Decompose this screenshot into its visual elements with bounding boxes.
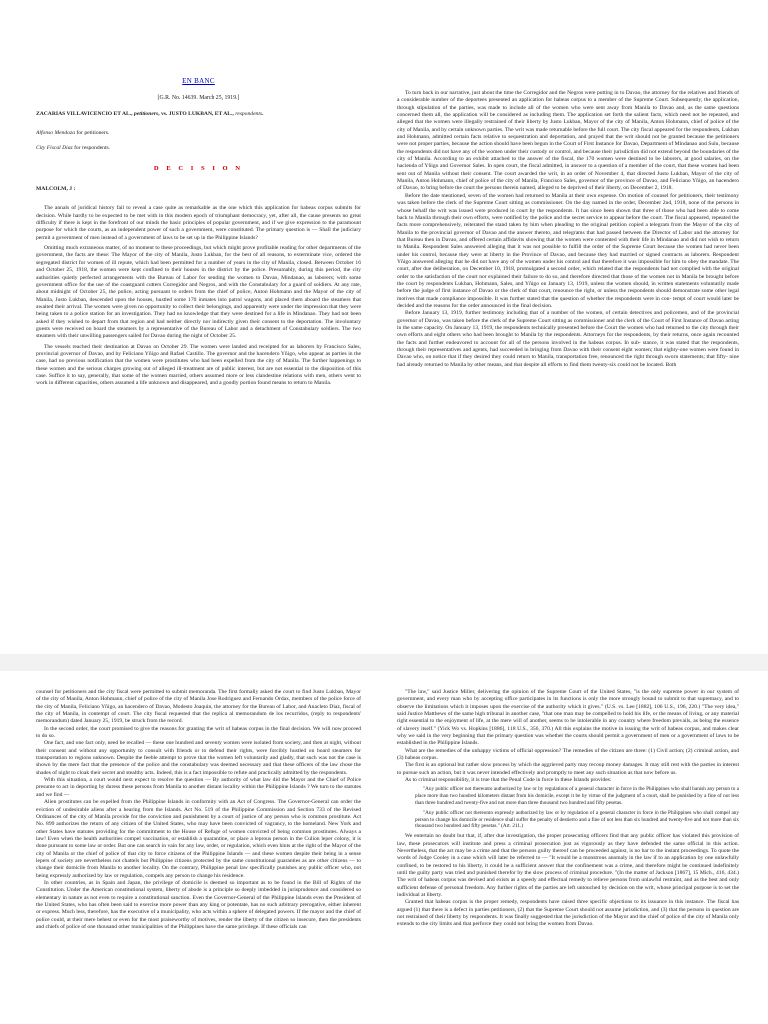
block-quote: "Any public officer not thereunto authorized by law or by regulations of a general character in force in the Philippines who shall banish any person to a place more than two hundred kilometers distant from his domicile, except it be by virtue of the judgment of a court, shall be punished by a fine of not less than three hundred and twenty-five and not more than three thousand two hundred and fifty pesetas. [415, 786, 739, 807]
court-division-link[interactable]: EN BANC [182, 77, 215, 85]
paragraph: "The law," said Justice Miller, delivering the opinion of the Supreme Court of the United States, "is the only supreme power in our system of government, and every man who by accepting office participates in its functions is only the more strongly bound to submit to that supremacy, and to observe the limitations which it imposes upon the exercise of the authority which it gives." (U.S. vs. Lee [1882], 106 U.S., 196, 220.) "The very idea," said Justice Matthews of the same high tribunal in another case, "that one man may be compelled to hold his life, or the means of living, or any material right essential to the enjoyment of life, at the mere will of another, seems to be intolerable in any country where freedom prevails, as being the essence of slavery itself." (Yick Wo vs. Hopkins [1886], 118 U.S., 356, 370.) All this explains the motive in issuing the writ of habeas corpus, and makes clear why we said in the very beginning that the primary question was whether the courts should permit a government of men or a government of laws to be established in the Philippine Islands. [397, 689, 739, 747]
counsel-respondents: City Fiscal Diaz for respondents. [36, 145, 111, 152]
paragraph: Before January 13, 1919, further testimony including that of a number of the women, of certain detectives and policemen, and of the provincial governor of Davao, was taken before the clerk of the Supreme Court sitting as commissioner and the clerk of the Court of First Instance of Davao acting in the same capacity. On January 13, 1919, the respondents technically presented before the Court the women who had returned to the city through their own efforts and eight others who had been brought to Manila by the respondents. Attorneys for the respondents, by their returns, once again recounted the facts and further endeavored to account for all of the persons involved in the habeas corpus. In sub- stance, it was stated that the respondents, through their representatives and agents, had succeeded in bringing from Davao with their consent eight women; that eighty-one women were found in Davao who, on notice that if they desired they could return to Manila, transportation free, renounced the right through sworn statements; that fifty- nine had already returned to Manila by other means, and that despite all efforts to find them twenty-six could not be located. Both [397, 310, 739, 368]
page-divider [0, 654, 768, 671]
paragraph: Alien prostitutes can be expelled from the Philippine Islands in conformity with an Act of Congress. The Governor-General can order the eviction of undesirable aliens after a hearing from the Islands. Act No. 519 of the Philippine Commission and Section 733 of the Revised Ordinances of the city of Manila provide for the conviction and punishment by a court of justice of any person who is common prostitute. Act No. 899 authorizes the return of any citizen of the United States, who may have been convicted of vagrancy, to the homeland. New York and other States have statutes providing for the commitment to the House of Refuge of women convicted of being common prostitutes. Always a law! Even when the health authorities compel vaccination, or establish a quarantine, or place a leprous person in the Culion leper colony, it is done pursuant to some law or order. But one can search in vain for any law, order, or regulation, which even hints at the right of the Mayor of the city of Manila or the chief of police of that city to force citizens of the Philippine Islands — and these women despite their being in a sense lepers of society are nevertheless not chattels but Philippine citizens protected by the same constitutional guaranties as are other citizens — to change their domicile from Manila to another locality. On the contrary, Philippine penal law specifically punishes any public officer who, not being expressly authorized by law or regulation, compels any person to change his residence. [36, 799, 361, 879]
paragraph: With this situation, a court would next expect to resolve the question — By authority of what law did the Mayor and the Chief of Police presume to act in deporting by duress these persons from Manila to another distant locality within the Philippine Islands ? We turn to the statutes and we find — [36, 777, 361, 798]
paragraph: We entertain no doubt but that, if, after due investigation, the proper prosecuting officers find that any public officer has violated this provision of law, these prosecutors will institute and press a criminal prosecution just as vigorously as they have defended the same official in this action. Nevertheless, that the act may be a crime and that the persons guilty thereof can be proceeded against, is no bar to the instant proceedings. To quote the words of Judge Cooley in a case which will later be referred to — "It would be a monstrous anomaly in the law if to an application by one unlawfully confined, to be restored to his liberty, it could be a sufficient answer that the confinement was a crime, and therefore might be continued indefinitely until the guilty party was tried and punished therefor by the slow process of criminal procedure. "(In the matter of Jackson [1867], 15 Mich., 416, 434.) The writ of habeas corpus was devised and exists as a speedy and effectual remedy to relieve persons from unlawful restraint, and as the best and only sufficient defense of personal freedom. Any further rights of the parties are left untouched by decision on the writ, whose principal purpose is to set the individual at liberty. [397, 833, 739, 898]
column-lower-left [36, 689, 361, 931]
paragraph: One fact, and one fact only, need be recalled — these one hundred and seventy women were isolated from society, and then at night, without their consent and without any opportunity to consult with friends or to defend their rights, were forcibly hustled on board steamers for transportation to regions unknown. Despite the feeble attempt to prove that the women left voluntarily and gladly, that such was not the case is shown by the mere fact that the presence of the police and the constabulary was deemed necessary and that these officers of the law chose the shades of night to cloak their secret and stealthy acts. Indeed, this is a fact impossible to refute and practically admitted by the respondents. [36, 740, 361, 776]
paragraph: The first is an optional but rather slow process by which the aggrieved party may recoup money damages. It may still rest with the parties in interest to pursue such an action, but it was never intended effectively and promptly to meet any such situation as that now before us. [397, 762, 739, 776]
column-upper-left [36, 76, 361, 391]
paragraph: What are the remedies of the unhappy victims of official oppression? The remedies of the citizen are three: (1) Civil action; (2) criminal action, and (3) habeas corpus. [397, 747, 739, 762]
column-upper-right [397, 90, 739, 369]
petitioners-name: ZACARIAS VILLAVICENCIO ET AL., [36, 110, 133, 117]
paragraph: To turn back in our narrative, just about the time the Corregidor and the Negros were putting in to Davao, the attorney for the relatives and friends of a considerable number of the deportees presented an application for habeas corpus to a member of the Supreme Court. Subsequently, the application, through stipulation of the parties, was made to include all of the women who were sent away from Manila to Davao and, as the same questions concerned them all, the application will be considered as including them. The application set forth the salient facts, which need not be repeated, and alleged that the women were illegally restrained of their liberty by Justo Lukban, Mayor of the city of Manila, Anton Hohmann, chief of police of the city of Manila, and by certain unknown parties. The writ was made returnable before the full court. The city fiscal appeared for the respondents, Lukban and Hohmann, admitted certain facts relative to sequestration and deportation, and prayed that the writ should not be granted because the petitioners were not proper parties, because the action should have been begun in the Court of First Instance for Davao, Department of Mindanao and Sulu, because the respondents did not have any of the women under their custody or control, and because their jurisdiction did not extend beyond the boundaries of the city of Manila. According to an exhibit attached to the answer of the fiscal, the 170 women were destined to be laborers, at good salaries, on the hacienda of Yñigo and Governor Sales. In open court, the fiscal admitted, in answer to a question of a member of the court, that these women had been sent out of Manila without their consent. The court awarded the writ, in an order of November 4, that directed Justo Lukban, Mayor of the city of Manila, Anton Hohmann, chief of police of the city of Manila, Francisco Sales, governor of the province of Davao, and Feliciano Yñigo, an hacendero of Davao, to bring before the court the persons therein named, alleged to be deprived of their liberty, on December 2, 1918. [397, 90, 739, 192]
paragraph: Before the date mentioned, seven of the women had returned to Manila at their own expense. On motion of counsel for petitioners, their testimony was taken before the clerk of the Supreme Court sitting as commissioner. On the day named in the order, December 2nd, 1918, none of the persons in whose behalf the writ was issued were produced in court by the respondents. It has since been shown that three of those who had been able to come back to Manila through their own efforts, were notified by the police and the secret service to appear before the court. The fiscal appeared, repeated the facts more comprehensively, reiterated the stand taken by him when pleading to the original petition copied a telegram from the Mayor of the city of Manila to the provincial governor of Davao and the answer thereto, and telegrams that had passed between the Director of Labor and the attorney for that Bureau then in Davao, and offered certain affidavits showing that the women were contented with their life in Mindanao and did not wish to return to Manila. Respondent Sales answered alleging that it was not possible to fulfill the order of the Supreme Court because the women had never been under his control, because they were at liberty in the Province of Davao, and because they had married or signed contracts as laborers. Respondent Yñigo answered alleging that he did not have any of the women under his control and that therefore it was impossible for him to obey the mandate. The court, after due deliberation, on December 10, 1918, promulgated a second order, which related that the respondents had not complied with the original order to the satisfaction of the court nor explained their failure to do so, and therefore directed that those of the women not in Manila be brought before the court by respondents Lukban, Hohmann, Sales, and Yñigo on January 13, 1919, unless the women should, in written statements voluntarily made before the judge of first instance of Davao or the clerk of that court, renounce the right, or unless the respondents should demonstrate some other legal motives that made compliance impossible. It was further stated that the question of whether the respondents were in con- tempt of court would later be decided and the reasons for the order announced in the final decision. [397, 192, 739, 309]
ponente: MALCOLM, J : [36, 186, 76, 193]
block-quote: "Any public officer not thereunto expressly authorized by law or by regulation of a general character in force in the Philippines who shall compel any person to change his domicile or residence shall suffer the penalty of destierro and a fine of not less than six hundred and twenty-five and not more than six thousand two hundred and fifty pesetas." (Art. 211.) [415, 809, 739, 830]
paragraph: The vessels reached their destination at Davao on October 29. The women were landed and receipted for as laborers by Francisco Sales, provincial governor of Davao, and by Feliciano Yñigo and Rafael Castillo. The governor and the hacendero Yñigo, who appear as parties in the case, had no previous notification that the women were prostitutes who had been expelled from the city of Manila. The further happenings to these women and the serious charges growing out of alleged ill-treatment are of public interest, but are not essential to the disposition of this case. Suffice it to say, generally, that some of the women married, others assumed more or less clandestine relations with men, others went to work in different capacities, others assumed a life unknown and disappeared, and a goodly portion found means to return to Manila. [36, 343, 361, 387]
paragraph: As to criminal responsibility, it is true that the Penal Code in force in these Islands provides: [405, 777, 612, 784]
counsel-petitioners: Alfonso Mendoza for petitioners. [36, 130, 110, 137]
parties-versus: , vs. JUSTO LUKBAN, ET AL., [158, 110, 234, 117]
case-number: [G.R. No. 14639. March 25, 1919.] [157, 95, 240, 102]
paragraph: counsel for petitioners and the city fiscal were permitted to submit memoranda. The first formally asked the court to find Justo Lukban, Mayor of the city of Manila, Anton Hohmann, chief of police of the city of Manila Jose Rodriguez and Fernando Ordax, members of the police force of the city of Manila, Feliciano Yñigo, an hacendero of Davao, Modesto Joaquin, the attorney for the Bureau of Labor, and Anacleto Diaz, fiscal of the city of Manila, in contempt of court. The city fiscal requested that the replica al memorandum de los recurridos, (reply to respondents' memorandum) dated January 25, 1919, be struck from the record. [36, 689, 361, 725]
column-lower-right [397, 689, 739, 929]
paragraph: In other countries, as in Spain and Japan, the privilege of domicile is deemed so important as to be found in the Bill of Rights of the Constitution. Under the American constitutional system, liberty of abode is a principle so deeply imbedded in jurisprudence and considered so elementary in nature as not even to require a constitutional sanction. Even the Governor-General of the Philippine Islands even the President of the United States, who has often been said to exercise more power than any king or potentate, has no such arbitrary prerogative, either inherent or express. Much less, therefore, has the executive of a municipality, who acts within a sphere of delegated powers. If the mayor and the chief of police could, at their mere behest or even for the most praiseworthy of motives, render the liberty of the citizen so insecure, then the presidents and chiefs of police of one thousand other municipalities of the Philippines have the same privilege. If these officials can [36, 879, 361, 930]
paragraph: The annals of juridical history fail to reveal a case quite as remarkable as the one which this application for habeas corpus submits for decision. While hardly to be expected to be met with in this modern epoch of triumphant democracy, yet, after all, the cause presents no great difficulty if there is kept in the forefront of our minds the basic principles of popular government, and if we give expression to the paramount purpose for which the courts, as an independent power of such a government, were constituted. The primary question is — Shall the judiciary permit a government of men instead of a government of laws to be set up in the Philippine Islands? [36, 205, 361, 241]
paragraph: Granted that habeas corpus is the proper remedy, respondents have raised three specific objections to its issuance in this instance. The fiscal has argued (1) that there is a defect in parties petitioners, (2) that the Supreme Court should not assume jurisdiction, and (3) that the persons in question are not restrained of their liberty by respondents. It was finally suggested that the jurisdiction of the Mayor and the chief of police of the city of Manila only extends to the city limits and that perforce they could not bring the women from Davao. [397, 899, 739, 928]
paragraph: Omitting much extraneous matter, of no moment to these proceedings, but which might prove profitable reading for other departments of the government, the facts are these: The Mayor of the city of Manila, Justo Lukban, for the best of all reasons, to exterminate vice, ordered the segregated district for women of ill repute, which had been permitted for a number of years in the city of Manila, closed. Between October 16 and October 25, 1918, the women were kept confined to their houses in the district by the police. Presumably, during this period, the city authorities quietly perfected arrangements with the Bureau of Labor for sending the women to Davao, Mindanao, as laborers; with some government office for the use of the coastguard cutters Corregidor and Negros, and with the Constabulary for a guard of soldiers. At any rate, about midnight of October 25, the police, acting pursuant to orders from the chief of police, Anton Hohmann and the Mayor of the city of Manila, Justo Lukban, descended upon the houses, hustled some 170 inmates into patrol wagons, and placed them aboard the steamers that awaited their arrival. The women were given no opportunity to collect their belongings, and apparently were under the impression that they were being taken to a police station for an investigation. They had no knowledge that they were destined for a life in Mindanao. They had not been asked if they wished to depart from that region and had neither directly nor indirectly given their consent to the deportation. The involuntary guests were received on board the steamers by a representative of the Bureau of Labor and a detachment of Constabulary soldiers. The two steamers with their unwilling passengers sailed for Davao during the night of October 25. [36, 245, 361, 340]
respondents-role: respondents [235, 110, 263, 117]
paragraph: In the second order, the court promised to give the reasons for granting the writ of habeas corpus in the final decision. We will now proceed to do so. [36, 725, 361, 740]
case-parties: ZACARIAS VILLAVICENCIO ET AL., petitioners, vs. JUSTO LUKBAN, ET AL., respondents. [36, 110, 264, 117]
petitioners-role: petitioners [133, 110, 159, 117]
decision-heading: D E C I S I O N [153, 164, 244, 172]
